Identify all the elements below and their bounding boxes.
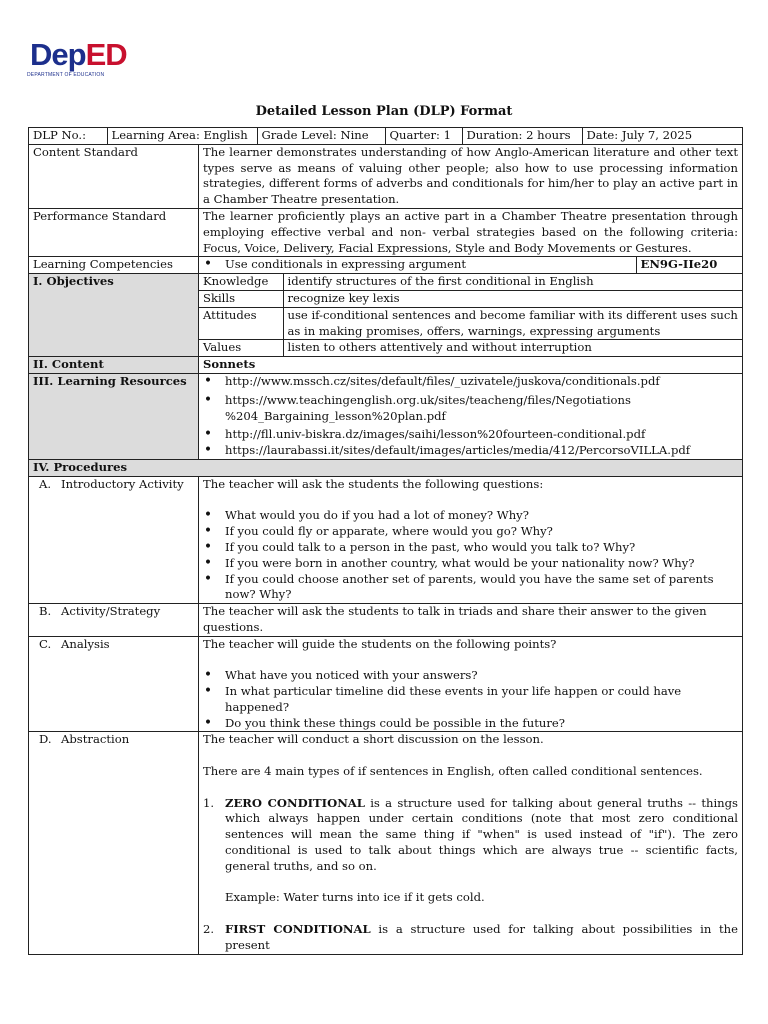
resources-label: III. Learning Resources xyxy=(29,373,199,459)
list-item: • In what particular timeline did these events in your life happen or could have happened? xyxy=(225,684,738,716)
competency-code: EN9G-IIe20 xyxy=(636,257,742,273)
list-item: • If you could talk to a person in the past, who would you talk to? Why? xyxy=(225,540,738,556)
activity-strategy-label: B. Activity/Strategy xyxy=(29,604,199,637)
example-text: Example: Water turns into ice if it gets cold. xyxy=(225,890,485,905)
intro-lead: The teacher will ask the students the following questions: xyxy=(203,476,544,491)
date: Date: July 7, 2025 xyxy=(582,128,742,144)
performance-standard-label: Performance Standard xyxy=(29,208,199,256)
list-item: • What would you do if you had a lot of money? Why? xyxy=(225,508,738,524)
conditional-types xyxy=(203,796,738,954)
resource-link[interactable]: • https://laurabassi.it/sites/default/images/articles/media/412/PercorsoVILLA.pdf xyxy=(225,443,738,459)
abstraction-lead: The teacher will conduct a short discussion on the lesson. xyxy=(203,732,544,747)
deped-logo-subtitle: DEPARTMENT OF EDUCATION xyxy=(27,72,105,78)
content-text: Sonnets xyxy=(199,357,743,374)
objective-key: Values xyxy=(199,340,283,356)
objective-value: use if-conditional sentences and become familiar with its different uses such as in making promises, offers, warnings, expressing arguments xyxy=(283,307,742,340)
abstraction-label: D. Abstraction xyxy=(29,732,199,954)
lesson-plan-table xyxy=(28,127,743,955)
list-item: • If you were born in another country, what would be your nationality now? Why? xyxy=(225,556,738,572)
objective-key: Attitudes xyxy=(199,307,283,340)
objectives-table xyxy=(199,274,742,356)
competencies-label: Learning Competencies xyxy=(29,257,199,274)
resource-link[interactable]: • http://fll.univ-biskra.dz/images/saihi/lesson%20fourteen-conditional.pdf xyxy=(225,424,738,443)
list-item: • Do you think these things could be possible in the future? xyxy=(225,716,738,732)
objective-value: identify structures of the first conditional in English xyxy=(283,274,742,290)
competency-item: • Use conditionals in expressing argument xyxy=(225,257,632,273)
header-row xyxy=(29,128,742,144)
introductory-activity-label: A. Introductory Activity xyxy=(29,476,199,603)
deped-logo: DepED xyxy=(30,37,127,72)
objective-value: recognize key lexis xyxy=(283,290,742,307)
quarter: Quarter: 1 xyxy=(385,128,462,144)
analysis-points xyxy=(203,668,738,731)
analysis-lead: The teacher will guide the students on the following points? xyxy=(203,636,557,651)
duration: Duration: 2 hours xyxy=(462,128,582,144)
grade-level: Grade Level: Nine xyxy=(257,128,385,144)
objectives-label: I. Objectives xyxy=(29,274,199,357)
content-standard-label: Content Standard xyxy=(29,144,199,208)
abstraction-intro: There are 4 main types of if sentences in English, often called conditional sentences. xyxy=(203,764,703,779)
learning-area: Learning Area: English xyxy=(107,128,257,144)
content-standard-text: The learner demonstrates understanding of how Anglo-American literature and other text types serve as means of valuing other people; also how to use processing information strategies, different forms of adverbs and conditionals for him/her to play an active part in a Chamber Theatre presentation. xyxy=(199,144,743,208)
procedures-label: IV. Procedures xyxy=(29,459,743,476)
list-item: 2. FIRST CONDITIONAL is a structure used for talking about possibilities in the present xyxy=(203,922,739,952)
objective-key: Knowledge xyxy=(199,274,283,290)
objective-value: listen to others attentively and without interruption xyxy=(283,340,742,356)
dlp-number: DLP No.: xyxy=(29,128,107,144)
analysis-label: C. Analysis xyxy=(29,636,199,732)
document-title: Detailed Lesson Plan (DLP) Format xyxy=(255,104,513,119)
list-item: 1. ZERO CONDITIONAL is a structure used for talking about general truths -- things which always happen under certain conditions (note that most zero conditional sentences will mean the same thing if "when" is used instead of "if"). The zero conditional is used to talk about things which are always true -- scientific facts, general truths, and so on. Example: Water turns into ice if it gets cold. xyxy=(203,795,738,905)
list-item: • If you could choose another set of parents, would you have the same set of parents now? Why? xyxy=(225,572,738,604)
list-item: • If you could fly or apparate, where would you go? Why? xyxy=(225,524,738,540)
objective-key: Skills xyxy=(199,290,283,307)
performance-standard-text: The learner proficiently plays an active part in a Chamber Theatre presentation through employing effective verbal and non- verbal strategies based on the following criteria: Focus, Voice, Delivery, Facial Expressions, Style and Body Movements or Gestures. xyxy=(199,208,743,256)
list-item: • What have you noticed with your answers? xyxy=(225,668,738,684)
activity-text: The teacher will ask the students to talk in triads and share their answer to the given questions. xyxy=(199,604,743,637)
content-label: II. Content xyxy=(29,357,199,374)
resource-link[interactable]: • https://www.teachingenglish.org.uk/sites/teacheng/files/Negotiations %204_Bargaining_lesson%20plan.pdf xyxy=(225,390,738,425)
resources-list xyxy=(203,374,738,459)
intro-questions xyxy=(203,508,738,603)
resource-link[interactable]: • http://www.mssch.cz/sites/default/files/_uzivatele/juskova/conditionals.pdf xyxy=(225,374,738,390)
